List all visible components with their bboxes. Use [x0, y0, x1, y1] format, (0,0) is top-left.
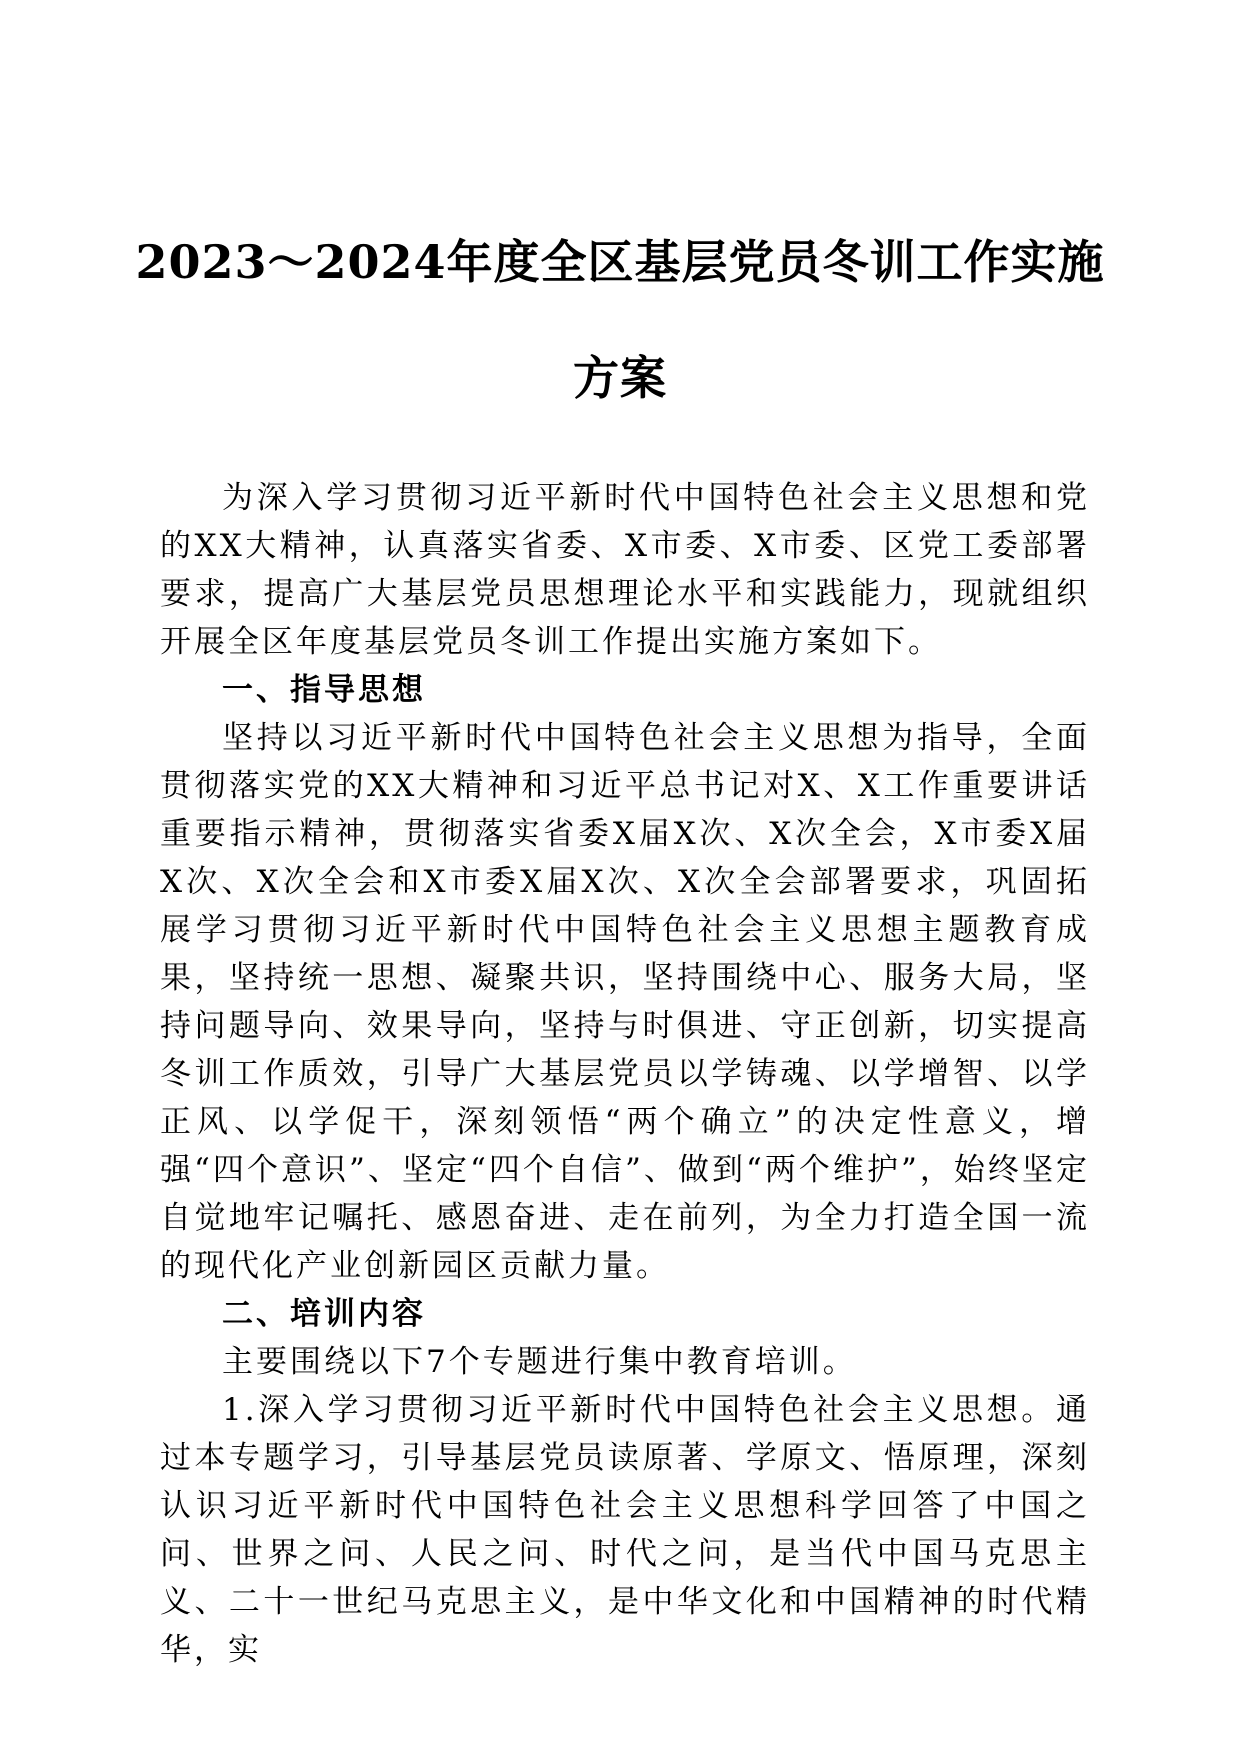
section-2-intro-paragraph: 主要围绕以下7个专题进行集中教育培训。 [222, 1344, 857, 1380]
document-title-line-1: 2023～2024年度全区基层党员冬训工作实施 [135, 235, 1105, 289]
intro-paragraph: 为深入学习贯彻习近平新时代中国特色社会主义思想和党的XX大精神，认真落实省委、X市委、X市委、区党工委部署要求，提高广大基层党员思想理论水平和实践能力，现就组织开展全区年度基层党员冬训工作提出实施方案如下。 [160, 480, 1090, 660]
section-2-heading: 二、培训内容 [222, 1296, 426, 1332]
section-1-paragraph: 坚持以习近平新时代中国特色社会主义思想为指导，全面贯彻落实党的XX大精神和习近平总书记对X、X工作重要讲话重要指示精神，贯彻落实省委X届X次、X次全会，X市委X届X次、X次全会和X市委X届X次、X次全会部署要求，巩固拓展学习贯彻习近平新时代中国特色社会主义思想主题教育成果，坚持统一思想、凝聚共识，坚持围绕中心、服务大局，坚持问题导向、效果导向，坚持与时俱进、守正创新，切实提高冬训工作质效，引导广大基层党员以学铸魂、以学增智、以学正风、以学促干，深刻领悟“两个确立”的决定性意义，增强“四个意识”、坚定“四个自信”、做到“两个维护”，始终坚定自觉地牢记嘱托、感恩奋进、走在前列，为全力打造全国一流的现代化产业创新园区贡献力量。 [160, 720, 1090, 1284]
document-title-line-2: 方案 [573, 351, 667, 405]
section-1-heading: 一、指导思想 [222, 672, 426, 708]
section-2-item-1-paragraph: 1.深入学习贯彻习近平新时代中国特色社会主义思想。通过本专题学习，引导基层党员读原著、学原文、悟原理，深刻认识习近平新时代中国特色社会主义思想科学回答了中国之问、世界之问、人民之问、时代之问，是当代中国马克思主义、二十一世纪马克思主义，是中华文化和中国精神的时代精华，实 [160, 1392, 1090, 1668]
document-body [160, 474, 1090, 1674]
